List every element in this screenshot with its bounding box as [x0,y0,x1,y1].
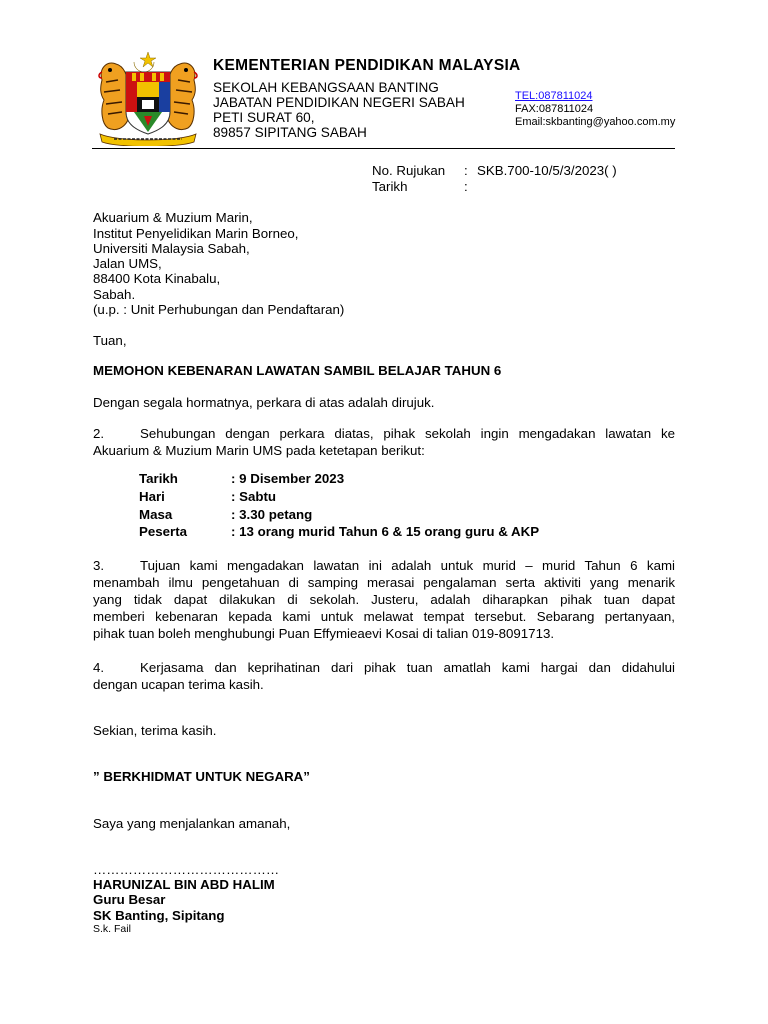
recipient-line: 88400 Kota Kinabalu, [93,271,221,286]
ref-no-colon: : [464,163,468,178]
paragraph-4-line-2: dengan ucapan terima kasih. [93,677,264,692]
detail-label-day: Hari [139,489,165,504]
recipient-attention: (u.p. : Unit Perhubungan dan Pendaftaran) [93,302,345,317]
postcode-city: 89857 SIPITANG SABAH [213,125,367,140]
po-box: PETI SURAT 60, [213,110,315,125]
detail-label-time: Masa [139,507,173,522]
signatory-school: SK Banting, Sipitang [93,908,225,923]
paragraph-3 [93,557,675,642]
detail-value-date: : 9 Disember 2023 [231,471,345,486]
recipient-line: Universiti Malaysia Sabah, [93,241,250,256]
detail-label-participants: Peserta [139,524,188,539]
paragraph-2-line-2: Akuarium & Muzium Marin UMS pada ketetapan berikut: [93,443,425,458]
ministry-name: KEMENTERIAN PENDIDIKAN MALAYSIA [213,57,521,74]
paragraph-3-line-4: memberi kebenaran kepada kami untuk melawat tempat tersebut. Sebarang pertanyaan, [93,609,675,624]
closing-remark: Sekian, terima kasih. [93,723,217,738]
salutation: Tuan, [93,333,127,348]
signatory-title: Guru Besar [93,892,166,907]
coat-of-arms-logo [94,50,202,146]
ref-no-value: SKB.700-10/5/3/2023( ) [477,163,617,178]
carbon-copy: S.k. Fail [93,923,131,935]
paragraph-3-line-2: menambah ilmu pengetahuan di samping merasai pengalaman serta aktiviti yang menarik [93,575,675,590]
paragraph-number: 2. [93,426,105,441]
paragraph-number: 3. [93,558,105,573]
paragraph-text: Sehubungan dengan perkara diatas, pihak sekolah ingin mengadakan lawatan ke [140,426,675,441]
fax-number: FAX:087811024 [515,103,594,115]
email-address: Email:skbanting@yahoo.com.my [515,116,676,128]
ref-no-label: No. Rujukan [372,163,446,178]
school-name: SEKOLAH KEBANGSAAN BANTING [213,80,439,95]
department-name: JABATAN PENDIDIKAN NEGERI SABAH [213,95,465,110]
opening-sentence: Dengan segala hormatnya, perkara di atas adalah dirujuk. [93,395,435,410]
header-divider [92,148,675,149]
detail-label-date: Tarikh [139,471,178,486]
detail-value-day: : Sabtu [231,489,277,504]
recipient-line: Jalan UMS, [93,256,162,271]
recipient-line: Institut Penyelidikan Marin Borneo, [93,226,299,241]
paragraph-3-line-5: pihak tuan boleh menghubungi Puan Effymieaevi Kosai di talian 019-8091713. [93,626,555,641]
signatory-name: HARUNIZAL BIN ABD HALIM [93,877,275,892]
subject-heading: MEMOHON KEBENARAN LAWATAN SAMBIL BELAJAR TAHUN 6 [93,363,502,378]
ref-date-colon: : [464,179,468,194]
recipient-line: Akuarium & Muzium Marin, [93,210,253,225]
paragraph-text: Tujuan kami mengadakan lawatan ini adalah untuk murid – murid Tahun 6 kami [140,558,675,573]
paragraph-4-line-1 [93,659,675,676]
paragraph-2 [93,425,675,459]
detail-value-participants: : 13 orang murid Tahun 6 & 15 orang guru & AKP [231,524,540,539]
paragraph-text: Kerjasama dan keprihatinan dari pihak tuan amatlah kami hargai dan didahului [140,660,675,675]
paragraph-number: 4. [93,660,105,675]
tel-link[interactable] [515,90,592,102]
recipient-line: Sabah. [93,287,136,302]
tel-link-text[interactable]: TEL:087811024 [515,90,593,102]
signature-line: …………………………………… [93,862,280,877]
paragraph-3-line-1 [93,557,675,574]
paragraph-4 [93,659,675,693]
ref-date-label: Tarikh [372,179,408,194]
paragraph-2-line-1 [93,425,675,442]
detail-value-time: : 3.30 petang [231,507,313,522]
trust-line: Saya yang menjalankan amanah, [93,816,291,831]
motto: ” BERKHIDMAT UNTUK NEGARA” [93,769,310,784]
paragraph-3-line-3: yang tidak dapat dilakukan di sekolah. Justeru, adalah diharapkan pihak tuan dapat [93,592,675,607]
